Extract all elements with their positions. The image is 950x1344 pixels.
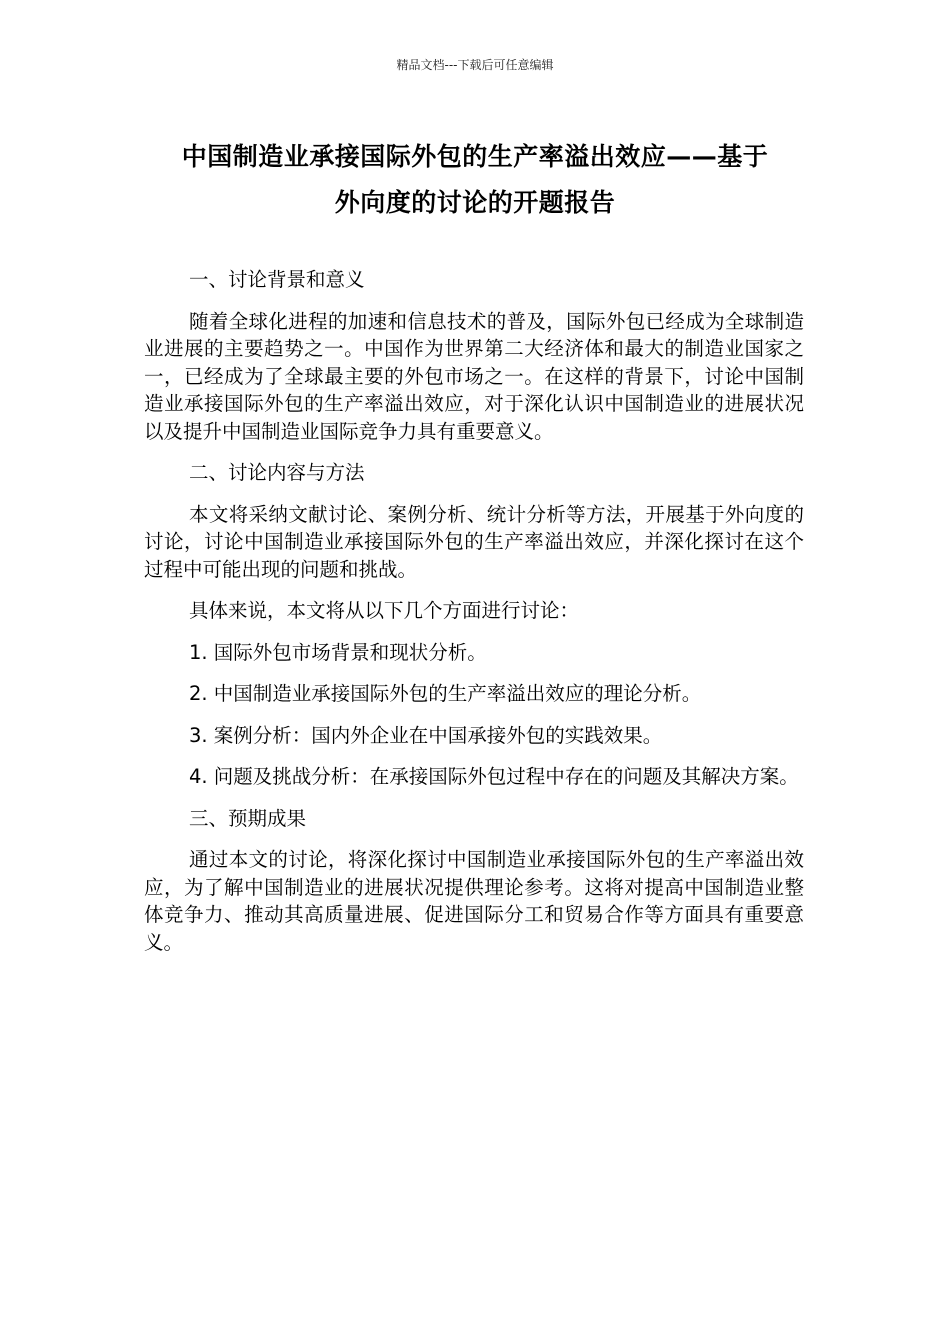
document-body (144, 266, 804, 970)
title-line-1: 中国制造业承接国际外包的生产率溢出效应——基于 (181, 142, 769, 171)
section-heading-expected-results: 三、预期成果 (189, 806, 307, 830)
header-note: 精品文档---下载后可任意编辑 (396, 58, 554, 72)
list-item-3: 3. 案例分析：国内外企业在中国承接外包的实践效果。 (189, 723, 663, 747)
document-title (140, 134, 810, 226)
section-heading-content-method: 二、讨论内容与方法 (189, 461, 365, 484)
paragraph-intro-list: 具体来说，本文将从以下几个方面进行讨论： (189, 599, 580, 622)
title-line-2: 外向度的讨论的开题报告 (334, 188, 616, 217)
list-item-2: 2. 中国制造业承接国际外包的生产率溢出效应的理论分析。 (189, 682, 702, 705)
paragraph-expected-results: 通过本文的讨论，将深化探讨中国制造业承接国际外包的生产率溢出效应，为了解中国制造业的进展状况提供理论参考。这将对提高中国制造业整体竞争力、推动其高质量进展、促进国际分工和贸易合作等方面具有重要意义。 (144, 848, 804, 954)
list-item-1: 1. 国际外包市场背景和现状分析。 (189, 640, 487, 664)
list-item-4: 4. 问题及挑战分析：在承接国际外包过程中存在的问题及其解决方案。 (189, 765, 799, 788)
paragraph-content-method: 本文将采纳文献讨论、案例分析、统计分析等方法，开展基于外向度的讨论，讨论中国制造业承接国际外包的生产率溢出效应，并深化探讨在这个过程中可能出现的问题和挑战。 (144, 502, 804, 581)
paragraph-background: 随着全球化进程的加速和信息技术的普及，国际外包已经成为全球制造业进展的主要趋势之一。中国作为世界第二大经济体和最大的制造业国家之一，已经成为了全球最主要的外包市场之一。在这样的背景下，讨论中国制造业承接国际外包的生产率溢出效应，对于深化认识中国制造业的进展状况以及提升中国制造业国际竞争力具有重要意义。 (144, 309, 804, 443)
section-heading-background: 一、讨论背景和意义 (189, 268, 365, 291)
